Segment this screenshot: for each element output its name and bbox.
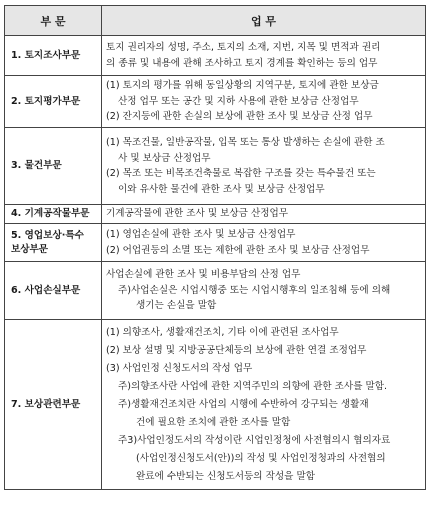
duty-line: 주)사업손실은 시업시행중 또는 시업시행후의 일조침해 등에 의해	[118, 284, 391, 296]
duty-line: (1) 토지의 평가를 위해 동일상황의 지역구분, 토지에 관한 보상금	[106, 80, 379, 92]
header-section: 부 문	[5, 6, 102, 36]
duty-cell	[102, 262, 426, 320]
table-row	[5, 320, 426, 490]
duty-cell	[102, 320, 426, 490]
section-project-loss: 6. 사업손실부문	[5, 262, 102, 320]
table-row	[5, 262, 426, 320]
section-compensation-related: 7. 보상관련부문	[5, 320, 102, 490]
duty-line: 주)생활재건조치란 사업의 시행에 수반하여 강구되는 생활재	[118, 398, 369, 410]
duty-line: 산정 업무 또는 공간 및 지하 사용에 관한 보상금 산정업무	[118, 95, 359, 107]
duty-line: (2) 잔지등에 관한 손실의 보상에 관한 조사 및 보상금 산정 업무	[106, 111, 373, 123]
duty-line: (2) 어업권등의 소멸 또는 제한에 관한 조사 및 보상금 산정업무	[106, 244, 370, 256]
duty-line: (2) 목조 또는 비목조건축물로 복잡한 구조를 갖는 특수물건 또는	[106, 168, 376, 179]
duty-line: (1) 영업손실에 관한 조사 및 보상금 산정업무	[106, 229, 296, 240]
duty-line: (3) 사업인정 신청도서의 작성 업무	[106, 362, 253, 374]
duty-line: 주3)사업인정도서의 작성이란 시업인정청에 사전협의시 협의자료	[118, 434, 391, 446]
duty-cell	[102, 76, 426, 128]
duty-line: 사업손실에 관한 조사 및 비용부담의 산정 업무	[106, 269, 301, 281]
table-row	[5, 224, 426, 262]
section-machinery: 4. 기계공작물부문	[5, 205, 102, 224]
duty-line: 주)의향조사란 사업에 관한 지역주민의 의향에 관한 조사를 말함.	[118, 380, 388, 392]
work-scope-table	[4, 5, 426, 490]
header-duties: 업 무	[102, 6, 426, 36]
section-land-appraisal: 2. 토지평가부문	[5, 76, 102, 128]
duty-line: (2) 보상 설명 및 지방공공단체등의 보상에 관한 연결 조정업무	[106, 344, 367, 356]
duty-line: 완료에 수반되는 신청도서등의 작성을 말함	[136, 470, 316, 482]
duty-line: 이와 유사한 물건에 관한 조사 및 보상금 산정업무	[118, 183, 325, 195]
section-property: 3. 물건부문	[5, 128, 102, 205]
table-row	[5, 76, 426, 128]
table-row	[5, 205, 426, 224]
duty-cell	[102, 36, 426, 76]
table-row	[5, 36, 426, 76]
duty-cell	[102, 205, 426, 224]
duty-line: 의 종류 및 내용에 관해 조사하고 토지 경계를 확인하는 등의 업무	[106, 57, 378, 69]
duty-line: 기계공작물에 관한 조사 및 보상금 산정업무	[106, 208, 289, 220]
duty-line: (1) 목조건물, 일반공작물, 입목 또는 통상 발생하는 손실에 관한 조	[106, 137, 385, 148]
duty-cell	[102, 224, 426, 262]
duty-cell	[102, 128, 426, 205]
section-land-survey: 1. 토지조사부문	[5, 36, 102, 76]
section-business-compensation: 5. 영업보상·특수 보상부문	[5, 224, 102, 262]
duty-line: (1) 의향조사, 생활재건조치, 기타 이에 관련된 조사업무	[106, 326, 339, 338]
work-scope-table-wrap	[4, 5, 425, 490]
duty-line: 건에 필요한 조치에 관한 조사를 말함	[136, 416, 291, 428]
duty-line: 생기는 손실을 말함	[136, 300, 217, 312]
duty-line: 토지 권리자의 성명, 주소, 토지의 소재, 지번, 지목 및 면적과 권리	[106, 42, 381, 53]
table-header-row	[5, 6, 426, 36]
duty-line: 사 및 보상금 산정업무	[118, 152, 211, 164]
duty-line: (사업인정신청도서(안))의 작성 및 사업인정청과의 사전협의	[136, 452, 386, 464]
table-row	[5, 128, 426, 205]
